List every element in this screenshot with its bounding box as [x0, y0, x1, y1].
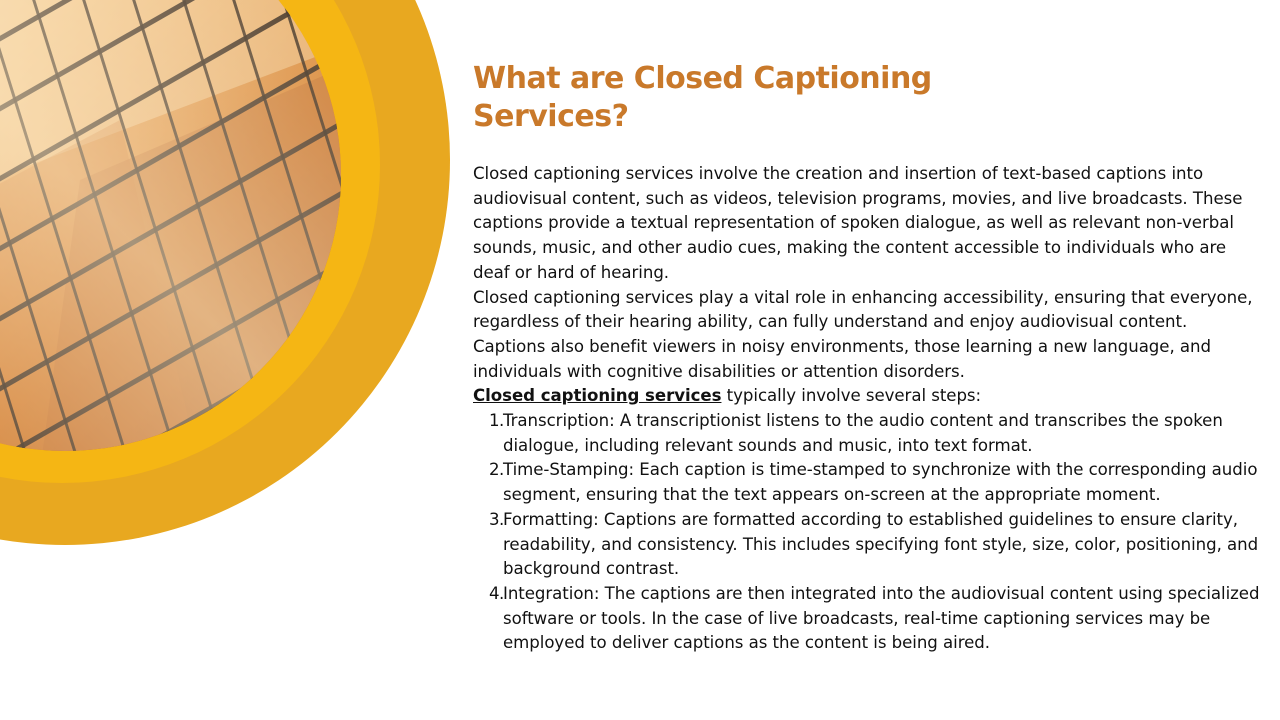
step-number: 2. — [489, 460, 504, 480]
step-text: Formatting: Captions are formatted according to established guidelines to ensure clarity, readability, and consistency. This includes specifying font style, size, color, positioning, and background contrast. — [503, 509, 1259, 579]
closed-captioning-services-link[interactable]: Closed captioning services — [473, 386, 722, 406]
body-text — [473, 162, 1263, 656]
step-item — [473, 458, 1263, 507]
slide-title: What are Closed Captioning Services? — [473, 61, 932, 134]
step-text: Transcription: A transcriptionist listens to the audio content and transcribes the spoken dialogue, including relevant sounds and music, into text format. — [503, 411, 1223, 455]
step-item — [473, 409, 1263, 458]
step-number: 1. — [489, 411, 504, 431]
step-number: 4. — [489, 583, 504, 603]
step-item — [473, 508, 1263, 582]
step-text: Time-Stamping: Each caption is time-stamped to synchronize with the corresponding audio segment, ensuring that the text appears on-screen at the appropriate moment. — [503, 460, 1258, 505]
steps-list — [473, 409, 1263, 656]
steps-intro-text: typically involve several steps: — [721, 386, 982, 406]
steps-intro — [473, 384, 1263, 409]
step-number: 3. — [489, 509, 504, 529]
paragraph-definition: Closed captioning services involve the creation and insertion of text-based captions into audiovisual content, such as videos, television programs, movies, and live broadcasts. These captions provide a textual representation of spoken dialogue, as well as relevant non-verbal sounds, music, and other audio cues, making the content accessible to individuals who are deaf or hard of hearing. — [473, 164, 1243, 282]
paragraph-importance: Closed captioning services play a vital role in enhancing accessibility, ensuring that everyone, regardless of their hearing ability, can fully understand and enjoy audiovisual content. Captions also benefit viewers in noisy environments, those learning a new language, and individuals with cognitive disabilities or attention disorders. — [473, 287, 1253, 381]
step-item — [473, 582, 1263, 656]
step-text: Integration: The captions are then integrated into the audiovisual content using specialized software or tools. In the case of live broadcasts, real-time captioning services may be employed to deliver captions as the content is being aired. — [503, 583, 1260, 653]
